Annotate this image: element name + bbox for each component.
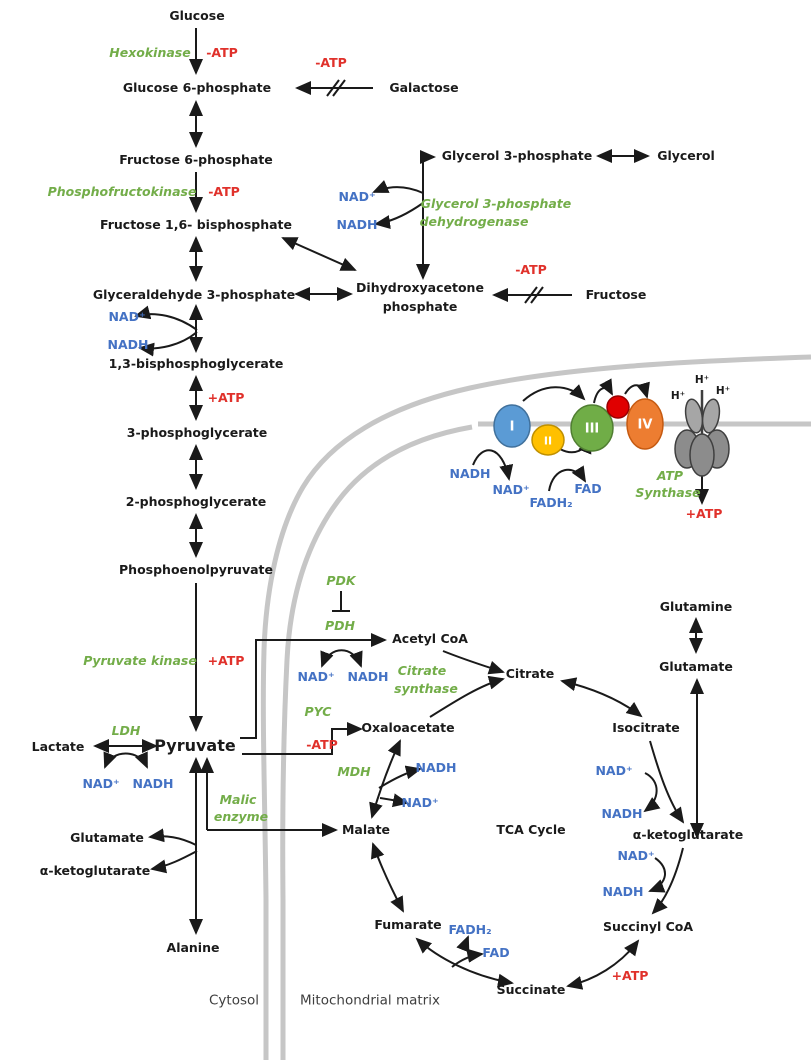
glycerol-label: Glycerol	[657, 147, 715, 163]
alanine-label: Alanine	[166, 939, 220, 955]
malate-label: Malate	[341, 821, 391, 837]
nadh-kgdh-label: NADH	[602, 883, 644, 899]
fad-etc-label: FAD	[574, 480, 602, 496]
nadh-gapdh-label: NADH	[107, 336, 149, 352]
matrix-label: Mitochondrial matrix	[300, 992, 440, 1009]
nad-kgdh-label: NAD⁺	[617, 847, 655, 863]
complex2-numeral: II	[543, 434, 553, 448]
fructose-label: Fructose	[585, 286, 647, 302]
atp-synthase-atp-label: +ATP	[685, 505, 723, 521]
dhap-line2-label: phosphate	[382, 298, 458, 314]
citrate-label: Citrate	[505, 665, 555, 681]
succinylcoa-label: Succinyl CoA	[602, 918, 694, 934]
atp-synthase-line1-label: ATP	[656, 467, 684, 483]
gpd-line2-label: dehydrogenase	[419, 213, 529, 229]
hplus1-label: H⁺	[670, 389, 686, 402]
citrate-synthase-line1-label: Citrate	[397, 662, 447, 678]
ldh-label: LDH	[111, 722, 141, 738]
nad-ldh-label: NAD⁺	[82, 775, 120, 791]
complex4-numeral: IV	[637, 417, 653, 433]
lactate-label: Lactate	[31, 738, 85, 754]
hexokinase-label: Hexokinase	[109, 44, 191, 60]
atp-pk-label: +ATP	[207, 652, 245, 668]
pyruvate-kinase-label: Pyruvate kinase	[83, 652, 197, 668]
oxaloacetate-label: Oxaloacetate	[361, 719, 455, 735]
glucose6p-label: Glucose 6-phosphate	[122, 79, 272, 95]
complex3-numeral: III	[584, 421, 600, 437]
fructose16bp-label: Fructose 1,6- bisphosphate	[99, 216, 293, 232]
atp-galactose-label: -ATP	[315, 54, 347, 70]
fructose6p-label: Fructose 6-phosphate	[119, 151, 273, 167]
bpg13-label: 1,3-bisphosphoglycerate	[108, 355, 284, 371]
complex1-numeral: I	[509, 419, 515, 435]
gpd-line1-label: Glycerol 3-phosphate	[420, 195, 572, 211]
pg2-label: 2-phosphoglycerate	[125, 493, 267, 509]
hplus3-label: H⁺	[715, 384, 731, 397]
pdk-label: PDK	[326, 572, 356, 588]
glutamine-label: Glutamine	[659, 598, 733, 614]
malic-enzyme-line2-label: enzyme	[213, 808, 269, 824]
fadh2-sdh-label: FADH₂	[448, 921, 492, 937]
pyc-label: PYC	[304, 703, 332, 719]
succinate-label: Succinate	[496, 981, 566, 997]
mdh-label: MDH	[337, 763, 371, 779]
nadh-etc-label: NADH	[449, 465, 491, 481]
acetylcoa-label: Acetyl CoA	[392, 630, 468, 646]
atp-pfk-label: -ATP	[208, 183, 240, 199]
pfk-label: Phosphofructokinase	[47, 183, 197, 199]
nad-mdh-label: NAD⁺	[401, 794, 439, 810]
hplus2-label: H⁺	[694, 373, 710, 386]
glyceraldehyde3p-label: Glyceraldehyde 3-phosphate	[92, 286, 296, 302]
glycerol3p-label: Glycerol 3-phosphate	[441, 147, 593, 163]
citrate-synthase-line2-label: synthase	[394, 680, 458, 696]
pdh-label: PDH	[325, 617, 355, 633]
pg3-label: 3-phosphoglycerate	[126, 424, 268, 440]
malic-enzyme-line1-label: Malic	[219, 791, 257, 807]
nadh-ldh-label: NADH	[132, 775, 174, 791]
atp-fructose-label: -ATP	[515, 261, 547, 277]
glutamate-right-label: Glutamate	[659, 658, 733, 674]
tca-cycle-label: TCA Cycle	[496, 821, 566, 837]
glutamate-left-label: Glutamate	[70, 829, 144, 845]
atp-pgk-label: +ATP	[207, 389, 245, 405]
galactose-label: Galactose	[389, 79, 459, 95]
nad-pdh-label: NAD⁺	[297, 668, 335, 684]
nadh-gpd-label: NADH	[336, 216, 378, 232]
nad-idh-label: NAD⁺	[595, 762, 633, 778]
atp-pyc-label: -ATP	[306, 736, 338, 752]
dhap-line1-label: Dihydroxyacetone	[356, 279, 484, 295]
pyruvate-label: Pyruvate	[154, 736, 236, 755]
nadh-idh-label: NADH	[601, 805, 643, 821]
atp-synthase-line2-label: Synthase	[635, 484, 701, 500]
nadh-mdh-label: NADH	[415, 759, 457, 775]
atp-scs-label: +ATP	[611, 967, 649, 983]
akg-right-label: α-ketoglutarate	[632, 826, 744, 842]
pep-label: Phosphoenolpyruvate	[119, 561, 273, 577]
fumarate-label: Fumarate	[374, 916, 442, 932]
nadh-pdh-label: NADH	[347, 668, 389, 684]
akg-left-label: α-ketoglutarate	[39, 862, 151, 878]
fadh2-etc-label: FADH₂	[529, 494, 573, 510]
nad-gapdh-label: NAD⁺	[108, 308, 146, 324]
fad-sdh-label: FAD	[482, 944, 510, 960]
nad-etc-label: NAD⁺	[492, 481, 530, 497]
atp-hexokinase-label: -ATP	[206, 44, 238, 60]
glucose-label: Glucose	[169, 7, 225, 23]
cytosol-label: Cytosol	[208, 992, 260, 1009]
nad-gpd-label: NAD⁺	[338, 188, 376, 204]
isocitrate-label: Isocitrate	[612, 719, 680, 735]
